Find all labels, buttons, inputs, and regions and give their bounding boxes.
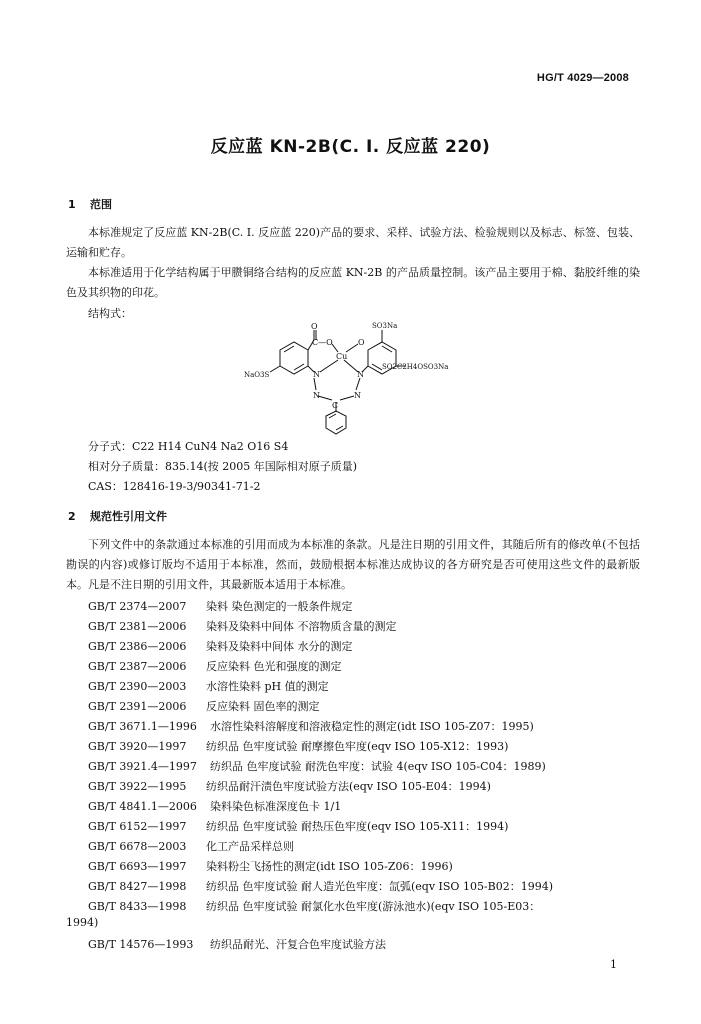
atom-label: N (354, 391, 361, 400)
section-2-heading (68, 508, 167, 524)
reference-item (88, 758, 546, 774)
reference-title: 反应染料 固色率的测定 (206, 700, 320, 713)
reference-title: 纺织品耐汗渍色牢度试验方法(eqv ISO 105-E04：1994) (206, 780, 491, 793)
atom-label: Cu (336, 352, 348, 361)
reference-title: 染料 染色测定的一般条件规定 (206, 600, 353, 613)
reference-item (88, 818, 508, 834)
reference-code: GB/T 14576—1993 (88, 938, 194, 951)
reference-code: GB/T 2391—2006 (88, 700, 187, 713)
page-number: 1 (610, 958, 617, 971)
reference-code: GB/T 3921.4—1997 (88, 760, 197, 773)
reference-item (88, 658, 342, 674)
structure-label: 结构式： (88, 307, 132, 320)
section-title: 规范性引用文件 (90, 510, 167, 523)
reference-code: GB/T 6152—1997 (88, 820, 187, 833)
atom-label: SO2C2H4OSO3Na (382, 363, 449, 371)
reference-code: GB/T 8427—1998 (88, 880, 187, 893)
section-1-heading (68, 196, 112, 212)
atom-label: C (332, 401, 339, 410)
reference-item (88, 778, 491, 794)
reference-title: 染料染色标准深度色卡 1/1 (210, 800, 342, 813)
reference-title: 水溶性染料 pH 值的测定 (206, 680, 329, 693)
reference-code: GB/T 2390—2003 (88, 680, 187, 693)
reference-title: 纺织品 色牢度试验 耐氯化水色牢度(游泳池水)(eqv ISO 105-E03： (206, 900, 541, 913)
molecular-weight: 相对分子质量：835.14(按 2005 年国际相对原子质量) (88, 460, 358, 473)
reference-item (88, 618, 397, 634)
reference-title: 染料及染料中间体 水分的测定 (206, 640, 353, 653)
reference-item (88, 598, 353, 614)
reference-item (88, 878, 553, 894)
reference-code: GB/T 8433—1998 (88, 900, 187, 913)
reference-title: 纺织品 色牢度试验 耐摩擦色牢度(eqv ISO 105-X12：1993) (206, 740, 509, 753)
reference-item (88, 678, 329, 694)
reference-code: GB/T 2374—2007 (88, 600, 187, 613)
structural-formula (240, 318, 470, 443)
reference-code: GB/T 2387—2006 (88, 660, 187, 673)
atom-label: N (357, 370, 364, 379)
reference-item (88, 698, 320, 714)
reference-title: 染料及染料中间体 不溶物质含量的测定 (206, 620, 397, 633)
reference-item (88, 898, 540, 914)
reference-item (88, 798, 341, 814)
atom-label: NaO3S (244, 371, 270, 379)
reference-item (88, 936, 386, 952)
atom-label: SO3Na (372, 322, 398, 330)
atom-label: O (311, 322, 318, 331)
scope-paragraph-1: 本标准规定了反应蓝 KN-2B(C. I. 反应蓝 220)产品的要求、采样、试验方法、检验规则以及标志、标签、包装、运输和贮存。 (66, 226, 640, 259)
reference-title: 纺织品 色牢度试验 耐热压色牢度(eqv ISO 105-X11：1994) (206, 820, 509, 833)
standard-number: HG/T 4029—2008 (536, 72, 629, 84)
atom-label: N (313, 370, 320, 379)
reference-title: 水溶性染料溶解度和溶液稳定性的测定(idt ISO 105-Z07：1995) (210, 720, 534, 733)
reference-code: GB/T 2381—2006 (88, 620, 187, 633)
normative-references-paragraph: 下列文件中的条款通过本标准的引用而成为本标准的条款。凡是注日期的引用文件，其随后所有的修改单(不包括勘误的内容)或修订版均不适用于本标准，然而，鼓励根据本标准达成协议的各方研究是否可使用这些文件的最新版本。凡是不注日期的引用文件，其最新版本适用于本标准。 (66, 538, 640, 591)
reference-item (88, 738, 508, 754)
reference-code: GB/T 3922—1995 (88, 780, 187, 793)
reference-code: GB/T 6693—1997 (88, 860, 187, 873)
reference-item (88, 638, 353, 654)
atom-label: O (358, 338, 365, 347)
reference-code: GB/T 4841.1—2006 (88, 800, 197, 813)
reference-title: 反应染料 色光和强度的测定 (206, 660, 342, 673)
reference-code: GB/T 6678—2003 (88, 840, 187, 853)
section-title: 范围 (90, 198, 112, 211)
reference-title: 染料粉尘飞扬性的测定(idt ISO 105-Z06：1996) (206, 860, 453, 873)
reference-item (88, 838, 294, 854)
reference-item (88, 858, 453, 874)
section-number: 2 (68, 510, 76, 523)
reference-code: GB/T 3671.1—1996 (88, 720, 197, 733)
reference-code: GB/T 3920—1997 (88, 740, 187, 753)
reference-title: 化工产品采样总则 (206, 840, 294, 853)
reference-title: 纺织品 色牢度试验 耐人造光色牢度：氙弧(eqv ISO 105-B02：1994) (206, 880, 554, 893)
reference-item (88, 718, 534, 734)
scope-paragraph-2: 本标准适用于化学结构属于甲臜铜络合结构的反应蓝 KN-2B 的产品质量控制。该产品主要用于棉、黏胶纤维的染色及其织物的印花。 (66, 266, 640, 299)
reference-title: 纺织品耐光、汗复合色牢度试验方法 (210, 938, 386, 951)
atom-label: C—O (312, 338, 333, 347)
molecular-formula: 分子式：C22 H14 CuN4 Na2 O16 S4 (88, 440, 289, 453)
reference-title: 纺织品 色牢度试验 耐洗色牢度：试验 4(eqv ISO 105-C04：1989) (210, 760, 546, 773)
cas-number: CAS：128416-19-3/90341-71-2 (88, 480, 261, 493)
atom-label: N (313, 391, 320, 400)
document-title: 反应蓝 KN-2B(C. I. 反应蓝 220) (210, 137, 491, 157)
reference-continuation: 1994) (66, 916, 99, 929)
reference-code: GB/T 2386—2006 (88, 640, 187, 653)
section-number: 1 (68, 198, 76, 211)
